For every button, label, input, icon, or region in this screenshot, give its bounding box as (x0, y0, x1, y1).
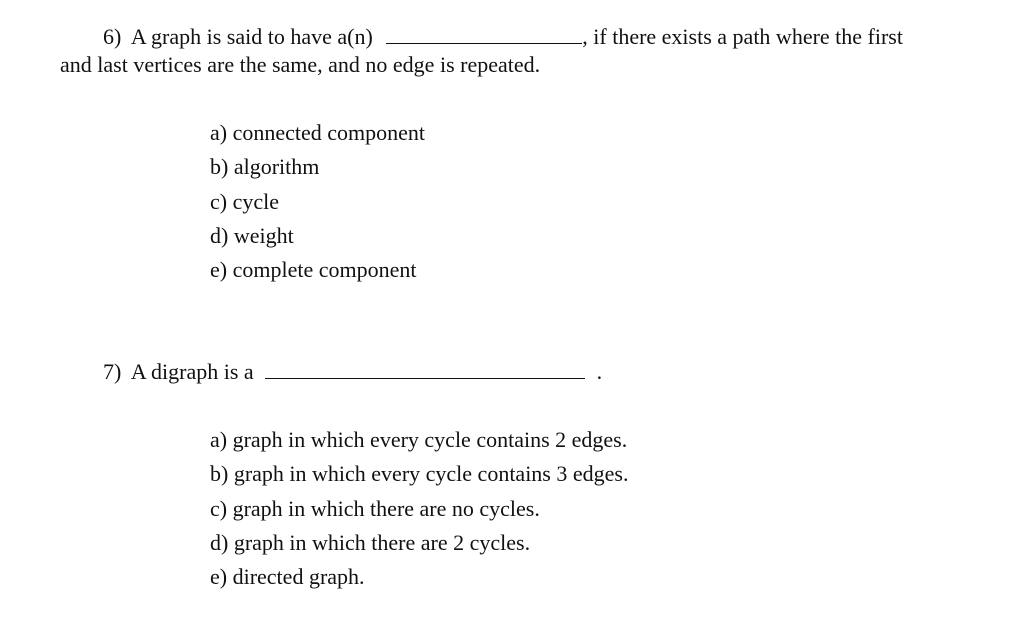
question-6-stem-line-1 (103, 24, 903, 50)
option-text: connected component (232, 120, 426, 145)
question-7-option-e (210, 564, 365, 590)
option-text: graph in which every cycle contains 3 edges. (233, 461, 629, 486)
option-text: cycle (232, 189, 279, 214)
question-6-option-e (210, 257, 416, 283)
question-6-stem-line-2: and last vertices are the same, and no edge is repeated. (60, 52, 541, 77)
option-letter: a) (210, 120, 228, 145)
question-6-option-c (210, 189, 279, 215)
question-6-option-a (210, 120, 425, 146)
question-7-answer-blank (265, 360, 585, 379)
option-text: graph in which there are 2 cycles. (233, 530, 531, 555)
option-letter: c) (210, 496, 228, 521)
option-text: graph in which every cycle contains 2 edges. (232, 427, 628, 452)
option-letter: b) (210, 154, 229, 179)
question-7-option-b (210, 461, 628, 487)
question-7-stem-before: A digraph is a (130, 359, 254, 384)
option-letter: c) (210, 189, 228, 214)
question-7-stem (103, 359, 602, 385)
option-text: complete component (232, 257, 417, 282)
question-6-answer-blank (386, 25, 582, 44)
option-letter: e) (210, 257, 228, 282)
question-7-stem-after: . (596, 359, 603, 384)
option-letter: d) (210, 223, 229, 248)
option-letter: b) (210, 461, 229, 486)
option-letter: a) (210, 427, 228, 452)
option-letter: e) (210, 564, 228, 589)
question-6-option-b (210, 154, 319, 180)
option-text: directed graph. (232, 564, 365, 589)
question-6-number: 6) (103, 24, 122, 49)
question-7-option-c (210, 496, 540, 522)
option-text: weight (233, 223, 294, 248)
question-7-option-d (210, 530, 530, 556)
question-7-number: 7) (103, 359, 122, 384)
question-6-option-d (210, 223, 294, 249)
option-letter: d) (210, 530, 229, 555)
question-7-option-a (210, 427, 627, 453)
option-text: algorithm (233, 154, 320, 179)
question-6-stem-before: A graph is said to have a(n) (130, 24, 373, 49)
option-text: graph in which there are no cycles. (232, 496, 540, 521)
question-6-stem-after: , if there exists a path where the first (582, 24, 903, 49)
